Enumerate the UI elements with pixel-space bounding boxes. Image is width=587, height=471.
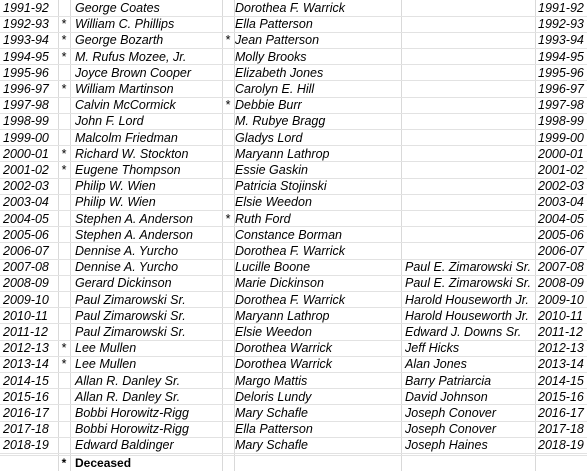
president-cell[interactable]: George Bozarth — [75, 33, 164, 48]
third-officer-cell[interactable]: David Johnson — [405, 389, 488, 404]
president-cell[interactable]: Allan R. Danley Sr. — [75, 389, 181, 404]
table-row — [0, 146, 587, 162]
deceased-marker[interactable] — [222, 113, 234, 129]
third-officer-cell[interactable]: Joseph Conover — [405, 422, 497, 437]
deceased-marker[interactable] — [58, 227, 70, 243]
deceased-marker[interactable] — [58, 324, 70, 340]
deceased-marker[interactable] — [222, 243, 234, 259]
president-cell[interactable]: Calvin McCormick — [75, 98, 176, 113]
table-row — [0, 211, 587, 227]
third-officer-cell[interactable] — [401, 146, 535, 162]
table-row — [0, 97, 587, 113]
secretary-cell[interactable]: Dorothea Warrick — [235, 357, 333, 372]
president-cell[interactable]: Lee Mullen — [75, 357, 137, 372]
year-cell[interactable]: 2018-19 — [3, 438, 49, 453]
president-cell[interactable]: M. Rufus Mozee, Jr. — [75, 49, 187, 64]
secretary-cell[interactable]: Elsie Weedon — [235, 325, 312, 339]
deceased-marker[interactable] — [222, 275, 234, 291]
third-officer-cell[interactable] — [401, 65, 535, 81]
year-cell-right[interactable]: 1998-99 — [538, 114, 584, 129]
table-row — [0, 259, 587, 275]
deceased-marker[interactable] — [58, 405, 70, 421]
secretary-cell[interactable]: Dorothea Warrick — [235, 341, 333, 356]
year-cell[interactable]: 2013-14 — [3, 357, 49, 372]
president-cell[interactable]: Dennise A. Yurcho — [75, 244, 179, 258]
president-cell[interactable]: Bobbi Horowitz-Rigg — [75, 406, 189, 420]
secretary-cell[interactable]: Deloris Lundy — [235, 389, 312, 404]
table-row — [0, 49, 587, 65]
secretary-cell[interactable]: Elizabeth Jones — [235, 65, 324, 80]
deceased-marker[interactable] — [222, 65, 234, 81]
secretary-cell[interactable]: Marie Dickinson — [235, 276, 324, 291]
president-cell[interactable]: Joyce Brown Cooper — [75, 65, 192, 80]
third-officer-cell[interactable] — [401, 81, 535, 97]
third-officer-cell[interactable] — [401, 162, 535, 178]
secretary-cell[interactable]: Ella Patterson — [235, 422, 313, 437]
deceased-marker[interactable] — [58, 373, 70, 389]
president-cell[interactable]: Dennise A. Yurcho — [75, 260, 179, 275]
deceased-marker[interactable] — [222, 340, 234, 356]
deceased-marker[interactable] — [58, 389, 70, 405]
secretary-cell[interactable]: Molly Brooks — [235, 49, 307, 64]
legend-label: Deceased — [75, 456, 132, 470]
deceased-marker[interactable] — [222, 130, 234, 146]
deceased-marker[interactable] — [222, 227, 234, 243]
deceased-marker[interactable] — [222, 81, 234, 97]
third-officer-cell[interactable] — [401, 49, 535, 65]
deceased-marker[interactable]: * — [61, 17, 67, 32]
third-officer-cell[interactable]: Joseph Conover — [405, 406, 497, 420]
secretary-cell[interactable]: Patricia Stojinski — [235, 179, 327, 194]
year-cell[interactable]: 2008-09 — [3, 276, 49, 291]
deceased-marker[interactable]: * — [61, 341, 67, 356]
year-cell[interactable]: 2002-03 — [3, 179, 49, 194]
deceased-marker[interactable] — [222, 292, 234, 308]
table-row — [0, 324, 587, 340]
year-cell[interactable]: 2000-01 — [3, 146, 49, 161]
year-cell-right[interactable]: 1997-98 — [538, 98, 584, 113]
deceased-marker[interactable] — [58, 275, 70, 291]
year-cell[interactable]: 1991-92 — [3, 1, 49, 15]
third-officer-cell[interactable] — [401, 16, 535, 32]
table-row — [0, 194, 587, 210]
year-cell-right[interactable]: 2011-12 — [538, 325, 583, 339]
deceased-marker[interactable] — [58, 308, 70, 324]
secretary-cell[interactable]: Maryann Lathrop — [235, 308, 330, 323]
year-cell[interactable]: 2005-06 — [3, 227, 49, 242]
table-row — [0, 178, 587, 194]
deceased-marker[interactable] — [58, 65, 70, 81]
year-cell[interactable]: 2007-08 — [3, 260, 49, 275]
year-cell[interactable]: 2014-15 — [3, 373, 49, 388]
year-cell-right[interactable]: 2013-14 — [538, 357, 584, 372]
third-officer-cell[interactable] — [401, 113, 535, 129]
secretary-cell[interactable]: M. Rubye Bragg — [235, 114, 326, 129]
secretary-cell[interactable]: Lucille Boone — [235, 260, 311, 275]
secretary-cell[interactable]: Dorothea F. Warrick — [235, 1, 345, 15]
table-row — [0, 65, 587, 81]
third-officer-cell[interactable] — [401, 0, 535, 16]
deceased-marker[interactable] — [58, 194, 70, 210]
table-row — [0, 275, 587, 291]
year-cell-right[interactable]: 2010-11 — [538, 308, 583, 323]
deceased-marker[interactable]: * — [61, 49, 67, 64]
table-row — [0, 421, 587, 437]
table-row — [0, 340, 587, 356]
year-cell[interactable]: 1992-93 — [3, 17, 49, 32]
table-row — [0, 243, 587, 259]
third-officer-cell[interactable] — [401, 194, 535, 210]
year-cell-right[interactable]: 1992-93 — [538, 17, 584, 32]
third-officer-cell[interactable] — [401, 97, 535, 113]
deceased-marker[interactable] — [58, 421, 70, 437]
deceased-marker[interactable]: * — [61, 357, 67, 372]
third-officer-cell[interactable]: Harold Houseworth Jr. — [405, 292, 529, 307]
president-cell[interactable]: Philip W. Wien — [75, 195, 156, 210]
president-cell[interactable]: Philip W. Wien — [75, 179, 156, 194]
year-cell[interactable]: 2001-02 — [3, 163, 49, 177]
table-row — [0, 113, 587, 129]
secretary-cell[interactable]: Maryann Lathrop — [235, 146, 330, 161]
deceased-marker[interactable] — [222, 259, 234, 275]
secretary-cell[interactable]: Margo Mattis — [235, 373, 308, 388]
table-row — [0, 292, 587, 308]
year-cell-right[interactable]: 1991-92 — [538, 1, 584, 15]
president-cell[interactable]: Paul Zimarowski Sr. — [75, 292, 186, 307]
deceased-marker[interactable] — [58, 259, 70, 275]
deceased-marker[interactable] — [222, 437, 234, 453]
year-cell-right[interactable]: 2005-06 — [538, 227, 584, 242]
deceased-marker[interactable] — [58, 130, 70, 146]
table-row — [0, 0, 587, 16]
year-cell-right[interactable]: 2017-18 — [538, 422, 584, 437]
third-officer-cell[interactable]: Paul E. Zimarowski Sr. — [405, 276, 531, 291]
third-officer-cell[interactable]: Barry Patriarcia — [405, 373, 492, 388]
year-cell[interactable]: 1995-96 — [3, 65, 49, 80]
president-cell[interactable]: Richard W. Stockton — [75, 146, 189, 161]
secretary-cell[interactable]: Dorothea F. Warrick — [235, 244, 345, 258]
third-officer-cell[interactable]: Paul E. Zimarowski Sr. — [405, 260, 531, 275]
year-cell-right[interactable]: 2001-02 — [538, 163, 584, 177]
president-cell[interactable]: William C. Phillips — [75, 17, 175, 32]
deceased-marker[interactable] — [222, 0, 234, 16]
president-cell[interactable]: Bobbi Horowitz-Rigg — [75, 422, 189, 437]
deceased-marker[interactable] — [222, 178, 234, 194]
secretary-cell[interactable]: Essie Gaskin — [235, 163, 308, 177]
president-cell[interactable]: Edward Baldinger — [75, 438, 174, 453]
year-cell[interactable]: 1997-98 — [3, 98, 49, 113]
deceased-marker[interactable] — [222, 389, 234, 405]
president-cell[interactable]: Lee Mullen — [75, 341, 137, 356]
year-cell[interactable]: 2010-11 — [3, 308, 48, 323]
year-cell-right[interactable]: 1995-96 — [538, 65, 584, 80]
year-cell-right[interactable]: 1993-94 — [538, 33, 584, 48]
deceased-marker[interactable] — [222, 146, 234, 162]
deceased-marker[interactable]: * — [61, 82, 67, 96]
deceased-marker[interactable] — [222, 194, 234, 210]
table-row — [0, 437, 587, 453]
year-cell-right[interactable]: 1996-97 — [538, 82, 584, 96]
year-cell[interactable]: 2009-10 — [3, 292, 49, 307]
year-cell[interactable]: 2011-12 — [3, 325, 48, 339]
year-cell[interactable]: 2003-04 — [3, 195, 49, 210]
secretary-cell[interactable]: Constance Borman — [235, 227, 343, 242]
year-cell-right[interactable]: 1994-95 — [538, 49, 584, 64]
year-cell-right[interactable]: 2003-04 — [538, 195, 584, 210]
secretary-cell[interactable]: Jean Patterson — [235, 33, 320, 48]
table-row — [0, 373, 587, 389]
president-cell[interactable]: George Coates — [75, 1, 160, 15]
year-cell[interactable]: 2006-07 — [3, 244, 49, 258]
deceased-marker[interactable] — [222, 421, 234, 437]
secretary-cell[interactable]: Ella Patterson — [235, 17, 313, 32]
third-officer-cell[interactable] — [401, 227, 535, 243]
deceased-marker[interactable] — [58, 113, 70, 129]
table-row — [0, 405, 587, 421]
deceased-marker[interactable] — [222, 373, 234, 389]
table-row — [0, 356, 587, 372]
president-cell[interactable]: Stephen A. Anderson — [75, 227, 193, 242]
table-row — [0, 162, 587, 178]
year-cell-right[interactable]: 2000-01 — [538, 146, 584, 161]
secretary-cell[interactable]: Gladys Lord — [235, 130, 303, 145]
year-cell-right[interactable]: 2016-17 — [538, 406, 584, 420]
table-row — [0, 389, 587, 405]
third-officer-cell[interactable]: Harold Houseworth Jr. — [405, 308, 529, 323]
deceased-marker[interactable]: * — [61, 146, 67, 161]
year-cell-right[interactable]: 2009-10 — [538, 292, 584, 307]
secretary-cell[interactable]: Ruth Ford — [235, 211, 291, 226]
deceased-marker[interactable] — [222, 49, 234, 65]
year-cell-right[interactable]: 2012-13 — [538, 341, 584, 356]
third-officer-cell[interactable] — [401, 211, 535, 227]
deceased-marker[interactable] — [222, 356, 234, 372]
deceased-marker[interactable] — [58, 437, 70, 453]
year-cell-right[interactable]: 2007-08 — [538, 260, 584, 275]
year-cell[interactable]: 1994-95 — [3, 49, 49, 64]
third-officer-cell[interactable] — [401, 178, 535, 194]
third-officer-cell[interactable] — [401, 130, 535, 146]
secretary-cell[interactable]: Elsie Weedon — [235, 195, 312, 210]
year-cell[interactable]: 2012-13 — [3, 341, 49, 356]
secretary-cell[interactable]: Dorothea F. Warrick — [235, 292, 345, 307]
president-cell[interactable]: Allan R. Danley Sr. — [75, 373, 181, 388]
president-cell[interactable]: Stephen A. Anderson — [75, 211, 193, 226]
year-cell-right[interactable]: 2018-19 — [538, 438, 584, 453]
year-cell[interactable]: 2017-18 — [3, 422, 49, 437]
deceased-marker[interactable] — [58, 292, 70, 308]
deceased-marker[interactable] — [222, 405, 234, 421]
deceased-marker[interactable]: * — [61, 33, 67, 48]
year-cell-right[interactable]: 2014-15 — [538, 373, 584, 388]
table-row — [0, 227, 587, 243]
president-cell[interactable]: William Martinson — [75, 82, 174, 96]
secretary-cell[interactable]: Mary Schafle — [235, 406, 308, 420]
year-cell[interactable]: 1993-94 — [3, 33, 49, 48]
president-cell[interactable]: Malcolm Friedman — [75, 130, 178, 145]
deceased-marker[interactable] — [222, 308, 234, 324]
year-cell[interactable]: 2016-17 — [3, 406, 49, 420]
secretary-cell[interactable]: Mary Schafle — [235, 438, 308, 453]
year-cell-right[interactable]: 1999-00 — [538, 130, 584, 145]
table-row — [0, 81, 587, 97]
year-cell-right[interactable]: 2006-07 — [538, 244, 584, 258]
year-cell[interactable]: 1999-00 — [3, 130, 49, 145]
legend-marker: * — [61, 456, 67, 470]
table-row — [0, 16, 587, 32]
deceased-marker[interactable] — [58, 211, 70, 227]
deceased-marker[interactable] — [58, 178, 70, 194]
deceased-marker[interactable] — [222, 16, 234, 32]
deceased-marker[interactable]: * — [225, 98, 231, 113]
president-cell[interactable]: Paul Zimarowski Sr. — [75, 325, 186, 339]
third-officer-cell[interactable]: Edward J. Downs Sr. — [405, 325, 522, 339]
year-cell-right[interactable]: 2008-09 — [538, 276, 584, 291]
third-officer-cell[interactable]: Jeff Hicks — [405, 341, 460, 356]
table-row — [0, 308, 587, 324]
deceased-marker[interactable] — [222, 162, 234, 178]
year-cell-right[interactable]: 2004-05 — [538, 211, 584, 226]
secretary-cell[interactable]: Carolyn E. Hill — [235, 82, 315, 96]
year-cell[interactable]: 1998-99 — [3, 114, 49, 129]
deceased-marker[interactable]: * — [225, 211, 231, 226]
president-cell[interactable]: John F. Lord — [75, 114, 144, 129]
year-cell[interactable]: 2015-16 — [3, 389, 49, 404]
year-cell[interactable]: 1996-97 — [3, 82, 49, 96]
president-cell[interactable]: Paul Zimarowski Sr. — [75, 308, 186, 323]
president-cell[interactable]: Eugene Thompson — [75, 163, 181, 177]
deceased-marker[interactable] — [58, 243, 70, 259]
year-cell-right[interactable]: 2002-03 — [538, 179, 584, 194]
table-row — [0, 32, 587, 48]
third-officer-cell[interactable] — [401, 243, 535, 259]
deceased-marker[interactable] — [58, 0, 70, 16]
third-officer-cell[interactable]: Alan Jones — [405, 357, 467, 372]
third-officer-cell[interactable]: Joseph Haines — [405, 438, 488, 453]
president-cell[interactable]: Gerard Dickinson — [75, 276, 172, 291]
deceased-marker[interactable]: * — [225, 33, 231, 48]
table-row — [0, 130, 587, 146]
year-cell[interactable]: 2004-05 — [3, 211, 49, 226]
third-officer-cell[interactable] — [401, 32, 535, 48]
year-cell-right[interactable]: 2015-16 — [538, 389, 584, 404]
deceased-marker[interactable] — [222, 324, 234, 340]
deceased-marker[interactable] — [58, 97, 70, 113]
secretary-cell[interactable]: Debbie Burr — [235, 98, 302, 113]
deceased-marker[interactable]: * — [61, 163, 67, 177]
